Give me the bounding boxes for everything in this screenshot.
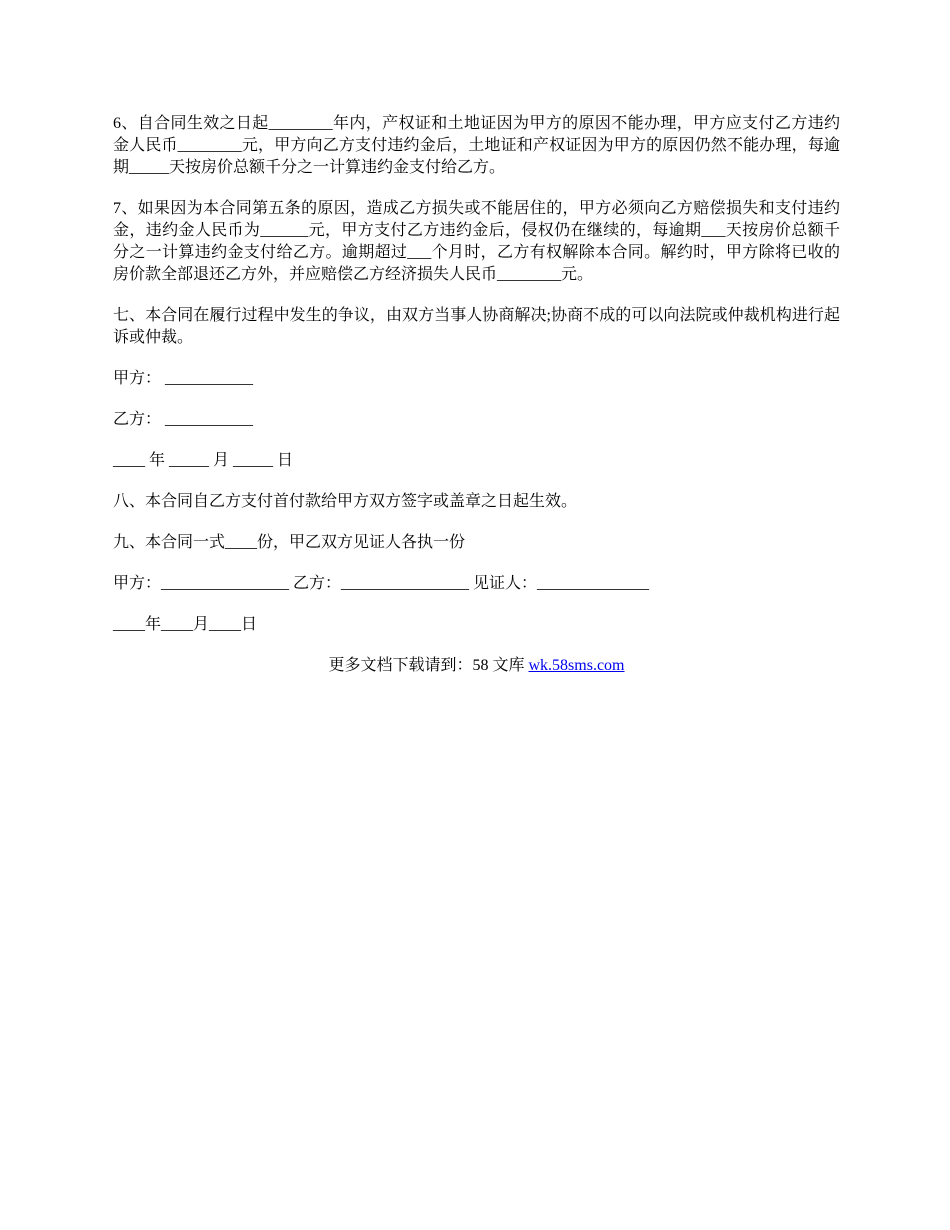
footer-text: 更多文档下载请到：58 文库	[328, 657, 529, 674]
clause-seven-paragraph: 七、本合同在履行过程中发生的争议，由双方当事人协商解决;协商不成的可以向法院或仲裁机构进行起诉或仲裁。	[113, 307, 840, 346]
footer-link[interactable]: wk.58sms.com	[528, 657, 625, 674]
download-footer	[113, 655, 840, 677]
clause-nine-paragraph: 九、本合同一式____份，甲乙双方见证人各执一份	[113, 534, 466, 551]
document-page	[113, 113, 840, 677]
signature-block-line: 甲方：________________ 乙方：________________ 见证人：______________	[113, 575, 650, 592]
clause-7-paragraph: 7、如果因为本合同第五条的原因，造成乙方损失或不能居住的，甲方必须向乙方赔偿损失和支付违约金，违约金人民币为______元，甲方支付乙方违约金后，侵权仍在继续的，每逾期___天按房价总额千分之一计算违约金支付给乙方。逾期超过___个月时，乙方有权解除本合同。解约时，甲方除将已收的房价款全部退还乙方外，并应赔偿乙方经济损失人民币________元。	[113, 200, 840, 283]
party-a-signature-line: 甲方： ___________	[113, 370, 254, 387]
clause-6-paragraph: 6、自合同生效之日起________年内，产权证和土地证因为甲方的原因不能办理，甲方应支付乙方违约金人民币________元，甲方向乙方支付违约金后，土地证和产权证因为甲方的原因仍然不能办理，每逾期_____天按房价总额千分之一计算违约金支付给乙方。	[113, 115, 840, 176]
clause-eight-paragraph: 八、本合同自乙方支付首付款给甲方双方签字或盖章之日起生效。	[113, 493, 578, 510]
date-line-2: ____年____月____日	[113, 616, 258, 633]
date-line-1: ____ 年 _____ 月 _____ 日	[113, 452, 294, 469]
party-b-signature-line: 乙方： ___________	[113, 411, 254, 428]
